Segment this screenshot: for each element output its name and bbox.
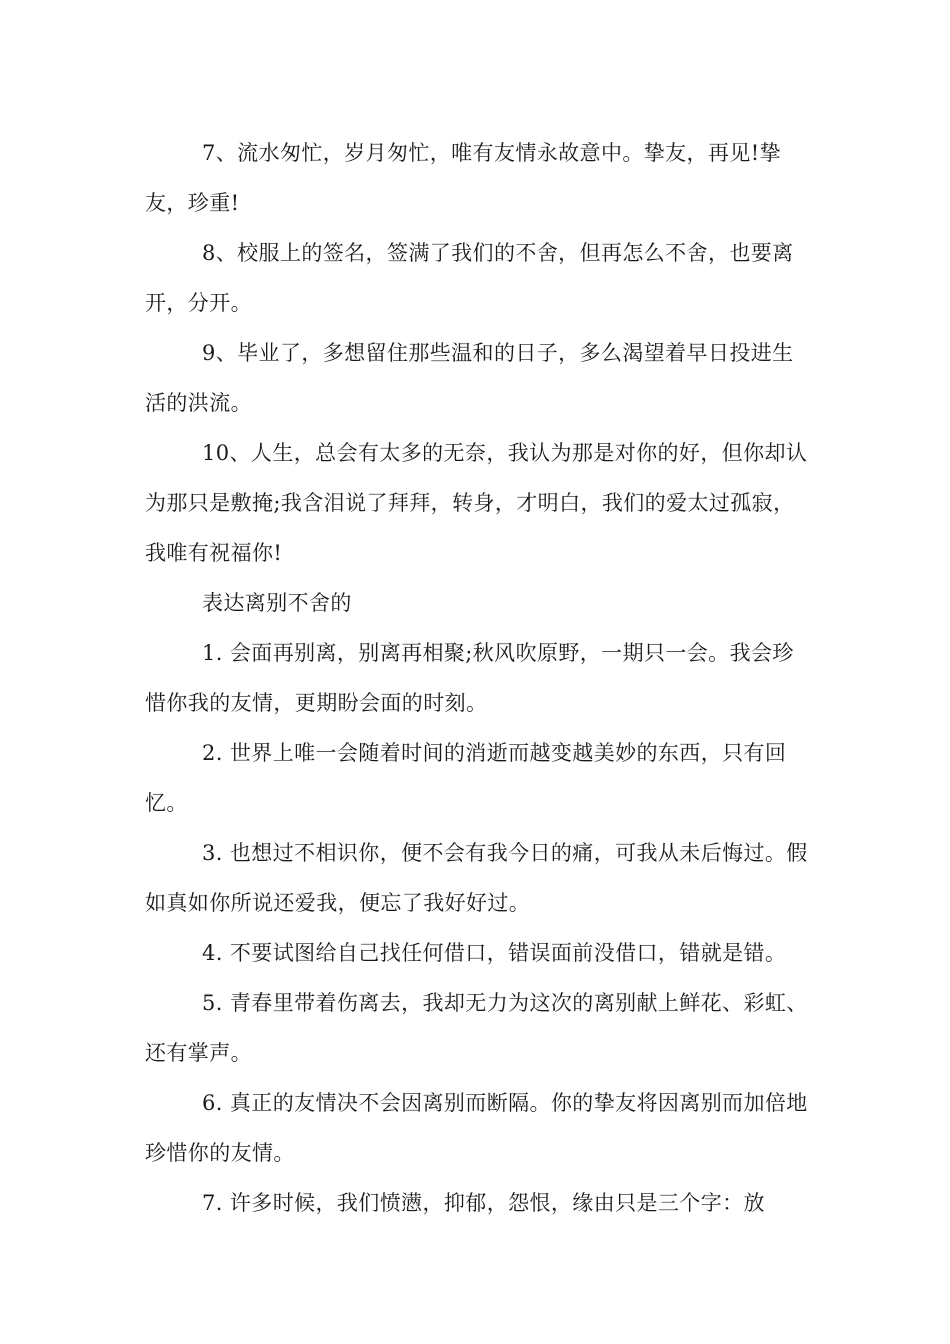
list-item-2: 2. 世界上唯一会随着时间的消逝而越变越美妙的东西，只有回忆。 [145, 741, 787, 815]
paragraph-9-graduation: 9、毕业了，多想留住那些温和的日子，多么渴望着早日投进生活的洪流。 [145, 341, 794, 415]
section-heading: 表达离别不舍的 [202, 591, 352, 615]
list-item-4: 4. 不要试图给自己找任何借口，错误面前没借口，错就是错。 [202, 941, 787, 965]
paragraph-8-signatures: 8、校服上的签名，签满了我们的不舍，但再怎么不舍，也要离开，分开。 [145, 241, 794, 315]
list-item-5: 5. 青春里带着伤离去，我却无力为这次的离别献上鲜花、彩虹、还有掌声。 [145, 991, 808, 1065]
document-body [145, 128, 810, 1228]
list-item-7: 7. 许多时候，我们愤懑，抑郁，怨恨，缘由只是三个字：放 [202, 1191, 765, 1215]
paragraph-10-life: 10、人生，总会有太多的无奈，我认为那是对你的好，但你却认为那只是敷掩;我含泪说了拜拜，转身，才明白，我们的爱太过孤寂，我唯有祝福你! [145, 441, 808, 565]
list-item-6: 6. 真正的友情决不会因离别而断隔。你的挚友将因离别而加倍地珍惜你的友情。 [145, 1091, 808, 1165]
paragraph-7-friendship: 7、流水匆忙，岁月匆忙，唯有友情永故意中。挚友，再见!挚友，珍重! [145, 141, 781, 215]
list-item-1: 1. 会面再别离，别离再相聚;秋风吹原野，一期只一会。我会珍惜你我的友情，更期盼会面的时刻。 [145, 641, 794, 715]
list-item-3: 3. 也想过不相识你，便不会有我今日的痛，可我从未后悔过。假如真如你所说还爱我，便忘了我好好过。 [145, 841, 808, 915]
